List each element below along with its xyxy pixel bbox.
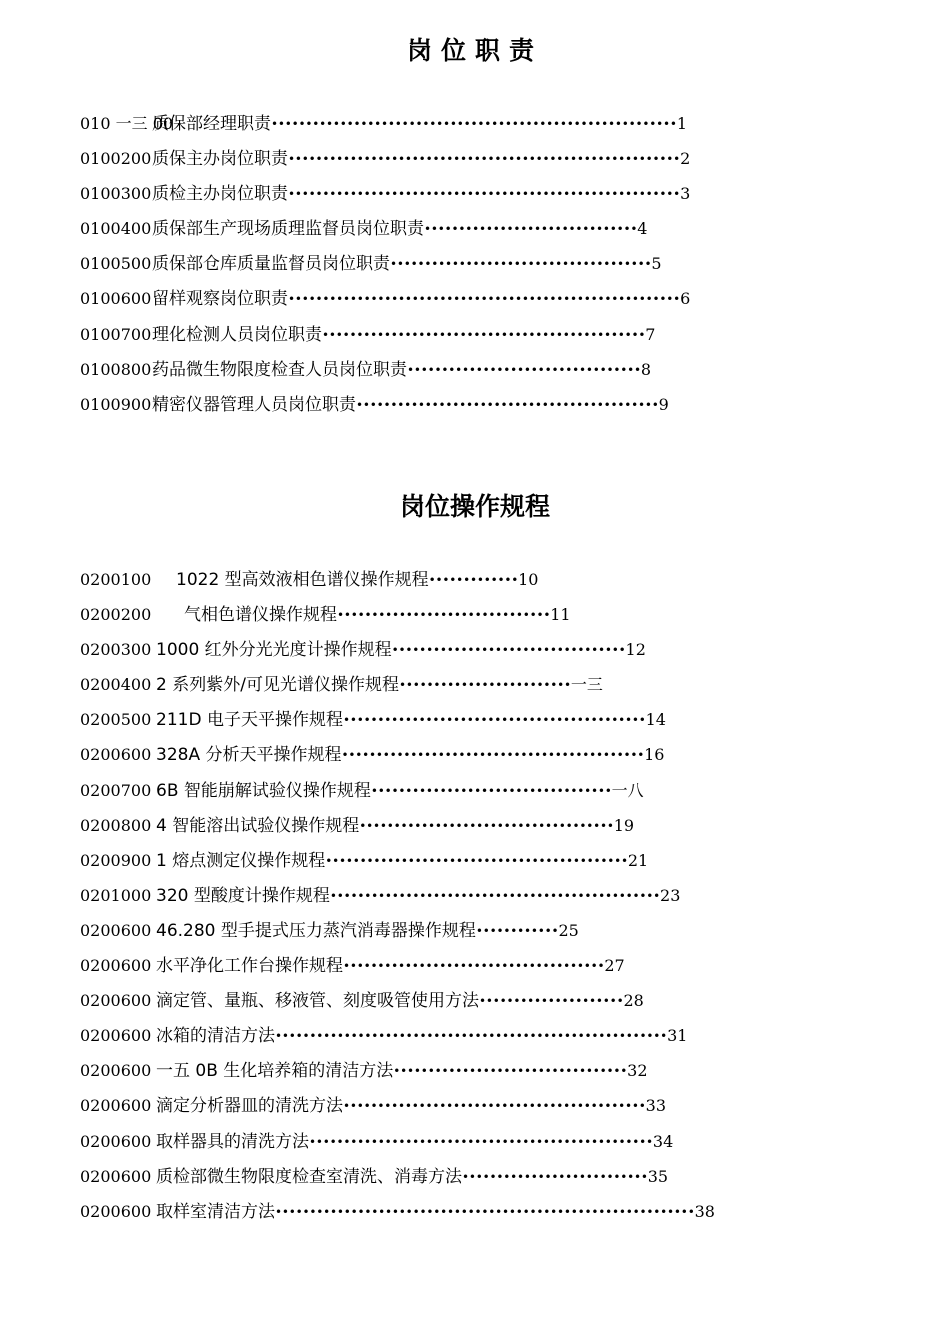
toc-leader-dots: ••••••••••••••••••••••••••••••••••••••••••••: [356, 397, 659, 412]
toc-entry-code: 0200600: [80, 991, 152, 1011]
toc-entry-page-number: 35: [647, 1166, 669, 1186]
toc-entry-page-number: 28: [623, 991, 644, 1011]
toc-entry-title: 冰箱的清洁方法: [156, 1026, 275, 1047]
toc-entry-title: 一五 0B 生化培养箱的清洁方法: [156, 1061, 394, 1082]
toc-entry: [80, 638, 715, 673]
toc-entry-code: 0100200: [80, 149, 152, 169]
toc-entry-title: 水平净化工作台操作规程: [156, 956, 343, 977]
toc-leader-dots: •••••••••••••••••••••••••••••••••••••••••••••••••••••••••: [288, 292, 681, 307]
toc-leader-dots: ••••••••••••: [475, 923, 559, 938]
toc-entry-code: 0200700: [80, 780, 152, 800]
toc-entry-page-number: 9: [658, 394, 669, 414]
toc-leader-dots: ••••••••••••••••••••••••••••••••••••••••••••••••: [329, 888, 661, 903]
toc-entry-code: 0100700: [80, 324, 152, 344]
toc-entry-title: 气相色谱仪操作规程: [184, 605, 337, 626]
toc-entry: [80, 989, 715, 1024]
toc-entry-title: 滴定分析器皿的清洗方法: [156, 1096, 343, 1117]
toc-entry-code: 0200600: [80, 1061, 152, 1081]
toc-entry-page-number: 27: [604, 956, 625, 976]
toc-leader-dots: ••••••••••••••••••••••••••••••••••••••: [390, 257, 652, 272]
toc-entry-code: 0200500: [80, 710, 152, 730]
toc-entry-code: 0100300: [80, 184, 152, 204]
toc-leader-dots: •••••••••••••••••••••••••••••••••••••••••••••••: [322, 327, 646, 342]
toc-entry-code: 0200800: [80, 815, 152, 835]
toc-entry-page-number: 23: [660, 885, 681, 905]
toc-entry: [80, 182, 690, 217]
toc-entry-page-number: 一八: [611, 780, 644, 800]
toc-entry-code: 0200100: [80, 570, 152, 589]
toc-entry-page-number: 11: [550, 605, 571, 625]
toc-entry-title: 滴定管、量瓶、移液管、刻度吸管使用方法: [156, 991, 479, 1012]
toc-entry-page-number: 2: [680, 149, 691, 169]
toc-entry: [80, 568, 715, 603]
toc-leader-dots: ••••••••••••••••••••••••••••••••••••••••••••: [343, 1099, 646, 1114]
toc-leader-dots: •••••••••••••••••••••••••••••••••••••••••••••••••••••••••••: [271, 117, 677, 131]
toc-entry-title: 1 熔点测定仪操作规程: [156, 850, 326, 871]
toc-entry-title: 46.280 型手提式压力蒸汽消毒器操作规程: [156, 920, 476, 941]
toc-entry-code: 0200300: [80, 640, 152, 660]
toc-entry: [80, 252, 690, 287]
toc-entry-code: 0100600: [80, 289, 152, 309]
toc-entry-code: 0200600: [80, 1131, 152, 1151]
toc-entry-page-number: 38: [694, 1201, 715, 1221]
toc-entry-title: 1000 红外分光光度计操作规程: [156, 640, 392, 661]
toc-entry: [80, 884, 715, 919]
toc-entry: [80, 743, 715, 778]
section-title-procedures: 岗位操作规程: [399, 492, 550, 521]
toc-leader-dots: •••••••••••••••••••••••••••••••••••••••••••••••••••••••••: [275, 1029, 668, 1044]
toc-entry-code: 0100800: [80, 359, 152, 379]
toc-entry: [80, 603, 715, 638]
toc-entry-title: 精密仪器管理人员岗位职责: [152, 394, 356, 415]
toc-entry-title: 留样观察岗位职责: [152, 289, 288, 310]
toc-entry-title: 理化检测人员岗位职责: [152, 324, 322, 345]
toc-entry-page-number: 3: [680, 184, 691, 204]
toc-leader-dots: •••••••••••••: [428, 573, 519, 587]
toc-entry-code: 0200600: [80, 1026, 152, 1046]
toc-leader-dots: •••••••••••••••••••••••••••••••: [337, 608, 551, 623]
toc-entry-title: 2 系列紫外/可见光谱仪操作规程: [156, 675, 399, 696]
toc-leader-dots: ••••••••••••••••••••••••••••••••••: [393, 1064, 628, 1079]
toc-leader-dots: •••••••••••••••••••••••••••••••: [424, 222, 638, 237]
toc-entry-code: 0200600: [80, 1096, 152, 1116]
toc-entry-page-number: 12: [625, 640, 646, 660]
toc-entry-page-number: 33: [645, 1096, 666, 1116]
toc-entry-code: 0200600: [80, 1201, 152, 1221]
toc-entry-page-number: 5: [651, 254, 662, 274]
toc-entry-title: 药品微生物限度检查人员岗位职责: [152, 359, 407, 380]
toc-entry-code: 0200600: [80, 1166, 152, 1186]
toc-entry-title: 328A 分析天平操作规程: [156, 745, 342, 766]
toc-leader-dots: ••••••••••••••••••••••••••••••••••••••: [343, 959, 605, 974]
toc-entry-page-number: 31: [667, 1026, 688, 1046]
toc-entry-title: 质检部微生物限度检查室清洗、消毒方法: [156, 1166, 462, 1187]
toc-entry: [80, 673, 715, 708]
toc-entry-title: 6B 智能崩解试验仪操作规程: [156, 780, 371, 801]
toc-entry: [80, 814, 715, 849]
toc-leader-dots: •••••••••••••••••••••••••: [398, 678, 571, 693]
toc-entry: [80, 954, 715, 989]
toc-leader-dots: ••••••••••••••••••••••••••••••••••: [391, 643, 626, 658]
toc-leader-dots: ••••••••••••••••••••••••••••••••••••••••••••: [342, 713, 646, 728]
toc-leader-dots: •••••••••••••••••••••••••••••••••••••••••••••••••••••••••••••: [275, 1204, 695, 1219]
toc-entry: [80, 779, 715, 814]
toc-entry-page-number: 10: [518, 570, 539, 589]
toc-entry-code: 0100900: [80, 394, 152, 414]
toc-entry-page-number: 6: [680, 289, 691, 309]
toc-entry: [80, 1024, 715, 1059]
toc-entry: [80, 708, 715, 743]
toc-entry-page-number: 21: [627, 850, 649, 870]
toc-leader-dots: •••••••••••••••••••••: [479, 994, 624, 1009]
toc-leader-dots: •••••••••••••••••••••••••••••••••••: [370, 783, 612, 798]
toc-leader-dots: ••••••••••••••••••••••••••••••••••••••••••••: [325, 853, 628, 868]
toc-entry-title: 质保部仓库质量监督员岗位职责: [152, 254, 390, 275]
toc-entry: [80, 1130, 715, 1165]
toc-entry: [80, 112, 690, 147]
toc-entry-title: 质检主办岗位职责: [152, 184, 288, 205]
toc-entry-page-number: 14: [645, 710, 666, 730]
toc-entry: [80, 849, 715, 884]
toc-entry-page-number: 8: [640, 359, 652, 379]
toc-entry-page-number: 1: [676, 114, 687, 133]
toc-entry: [80, 393, 690, 428]
toc-leader-dots: ••••••••••••••••••••••••••••••••••••••••••••: [341, 748, 645, 763]
toc-entry-code: 0200600: [80, 920, 152, 940]
toc-entry: [80, 1094, 715, 1129]
toc-leader-dots: ••••••••••••••••••••••••••••••••••: [407, 362, 641, 377]
toc-entry-title: 质保部经理职责: [152, 114, 271, 134]
toc-entry-page-number: 34: [652, 1131, 674, 1151]
toc-entry: [80, 1200, 715, 1235]
toc-entry-code: 0201000: [80, 885, 152, 905]
toc-entry-title: 质保部生产现场质理监督员岗位职责: [152, 219, 424, 240]
toc-entry-code: 0100500: [80, 254, 152, 274]
toc-leader-dots: •••••••••••••••••••••••••••••••••••••••••••••••••••••••••: [288, 152, 681, 167]
toc-entry-title: 1022 型高效液相色谱仪操作规程: [176, 570, 429, 590]
toc-leader-dots: •••••••••••••••••••••••••••••••••••••••••••••••••••••••••: [288, 187, 681, 202]
toc-list-procedures: [80, 568, 715, 1235]
toc-entry-code: 0200600: [80, 745, 152, 765]
toc-entry: [80, 1165, 715, 1200]
toc-entry-title: 质保主办岗位职责: [152, 149, 288, 170]
toc-entry-page-number: 25: [558, 920, 579, 940]
toc-entry-code: 010 一三 00: [80, 114, 174, 133]
toc-entry-code: 0200900: [80, 850, 152, 870]
toc-leader-dots: ••••••••••••••••••••••••••••••••••••••••••••••••••: [309, 1134, 653, 1149]
toc-entry-page-number: 7: [645, 324, 656, 344]
toc-entry-page-number: 4: [637, 219, 648, 239]
section-title-responsibilities: 岗位职责: [406, 36, 543, 65]
toc-entry: [80, 323, 690, 358]
toc-entry-title: 4 智能溶出试验仪操作规程: [156, 815, 360, 836]
toc-entry: [80, 147, 690, 182]
toc-entry: [80, 1059, 715, 1094]
toc-entry-page-number: 一三: [570, 675, 603, 695]
toc-entry-code: 0200400: [80, 675, 152, 695]
toc-leader-dots: •••••••••••••••••••••••••••: [462, 1169, 648, 1184]
toc-entry-code: 0200600: [80, 956, 152, 976]
toc-entry: [80, 287, 690, 322]
toc-entry-page-number: 19: [613, 815, 635, 835]
toc-entry: [80, 217, 690, 252]
toc-leader-dots: •••••••••••••••••••••••••••••••••••••: [359, 818, 614, 833]
toc-entry-code: 0200200: [80, 605, 152, 625]
toc-entry: [80, 358, 690, 393]
toc-entry-title: 取样器具的清洗方法: [156, 1131, 309, 1152]
toc-entry-title: 211D 电子天平操作规程: [156, 710, 343, 731]
toc-list-responsibilities: [80, 112, 690, 428]
toc-entry-title: 取样室清洁方法: [156, 1201, 275, 1222]
toc-entry: [80, 919, 715, 954]
toc-entry-page-number: 16: [644, 745, 665, 765]
toc-entry-code: 0100400: [80, 219, 152, 239]
toc-entry-title: 320 型酸度计操作规程: [156, 885, 330, 906]
toc-entry-page-number: 32: [627, 1061, 648, 1081]
